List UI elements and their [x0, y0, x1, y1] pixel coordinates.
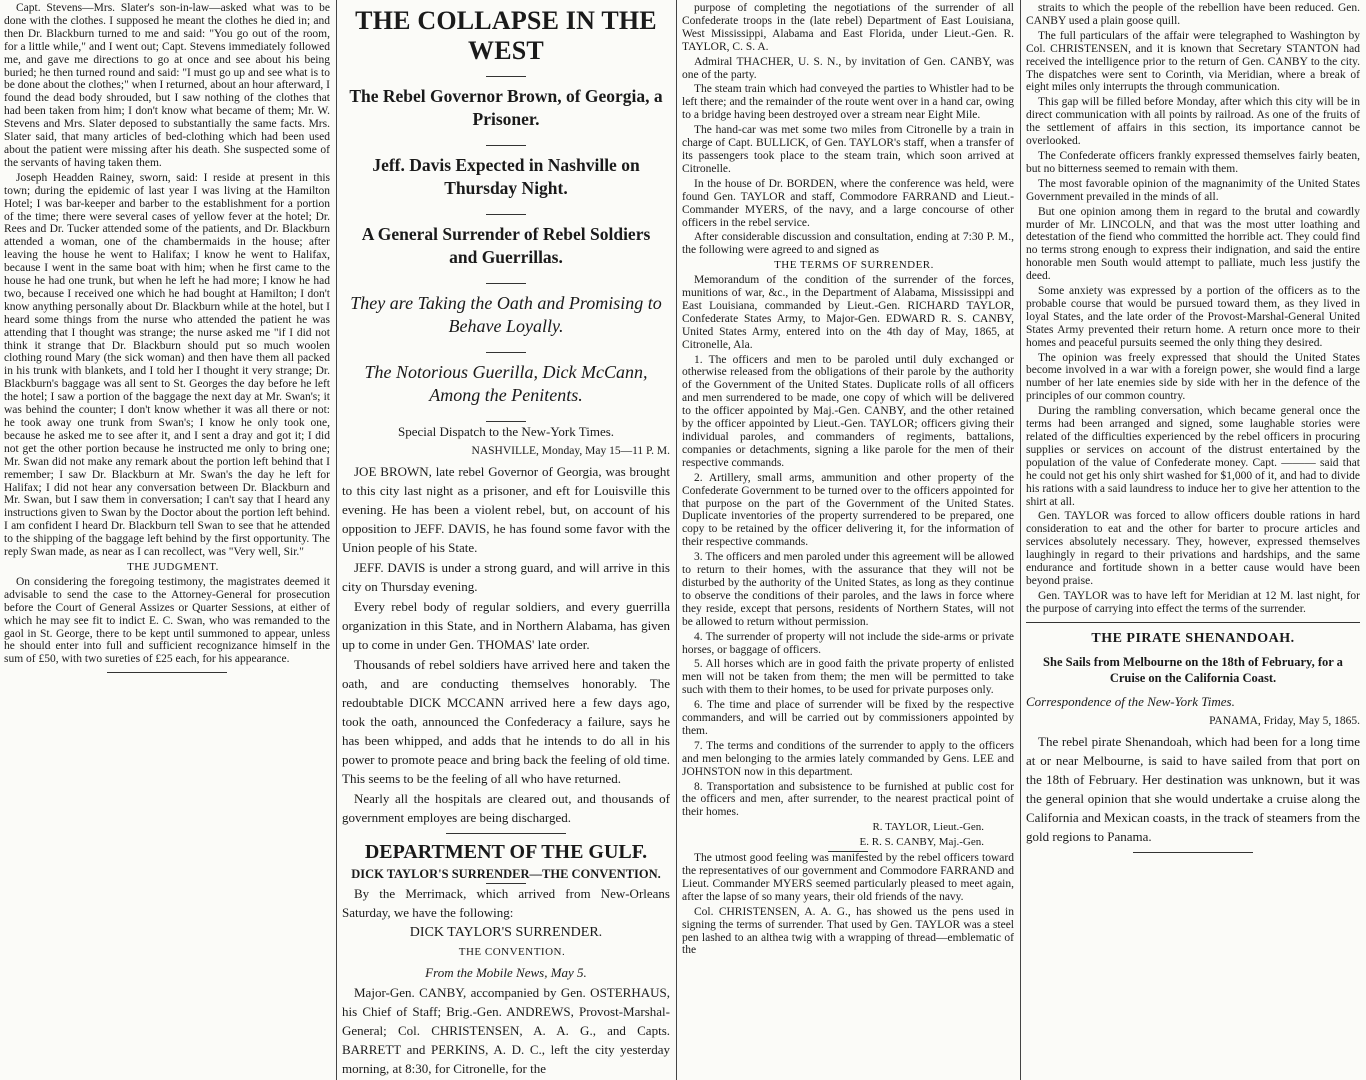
paragraph: Gen. TAYLOR was forced to allow officers double rations in hard consideration to eat and the other for barter to procure articles and services absolutely necessary. They, however, expressed themselves laughingly in regard to their privations and hardships, and the same endurance and fortitude shown in a better cause would have been beyond praise. [1026, 510, 1360, 587]
paragraph: JOE BROWN, late rebel Governor of Georgia, was brought to this city last night as a prisoner, and eft for Louisville this evening. He has been a violent rebel, but, on account of his opposition to JEFF. DAVIS, he has found some favor with the Union people of his State. [342, 464, 670, 555]
paragraph: The utmost good feeling was manifested by the rebel officers toward the representatives of our government and Commodore FARRAND and Lieut. Commander MYERS seemed particularly pleased to meet again, after the lapse of so many years, their old friends of the navy. [682, 852, 1014, 903]
paragraph: 3. The officers and men paroled under this agreement will be allowed to return to their homes, with the assurance that they will not be disturbed by the authority of the United States, as long as they continue to observe the conditions of their paroles, and the laws in force where they reside, except that persons, residents of Northern States, will not be allowed to return without permission. [682, 551, 1014, 628]
column-rule [336, 0, 337, 1080]
paragraph: Capt. Stevens—Mrs. Slater's son-in-law—asked what was to be done with the clothes. I supposed he meant the clothes he died in; and then Dr. Blackburn turned to me and said: "You go out of the room, for a little while," and I went out; Capt. Stevens immediately followed me, and gave me directions to go at once and see about his being buried; he then turned round and said: "I must go up and see what is to be done about the clothes;" when I returned, about an hour afterward, I found the dead body shrouded, but I saw nothing of the clothes that had been taken from him; I don't know what became of them; Mr. W. Stevens and Mrs. Slater deposed to substantially the same facts. Mrs. Slater said, that many articles of bed-clothing which had been used about the patient were missing after his death. She suspected some of the servants of having taken them. [4, 2, 330, 169]
source-line: From the Mobile News, May 5. [425, 964, 587, 980]
dateline: NASHVILLE, Monday, May 15—11 P. M. [471, 445, 670, 457]
paragraph: Every rebel body of regular soldiers, and every guerrilla organization in this State, and in Northern Alabama, has given up to come in under Gen. THOMAS' late order. [342, 599, 670, 652]
pirate-headline: THE PIRATE SHENANDOAH. [1091, 630, 1295, 646]
sub-headline: Jeff. Davis Expected in Nashville on Thursday Night. [372, 155, 640, 198]
paragraph: 1. The officers and men to be paroled until duly exchanged or otherwise released from the obligations of their parole by the authority of the Government of the United States. Duplicate rolls of all officers and men surrendered to be made, one copy of which will be delivered to the officer appointed by Maj.-Gen. CANBY, and the other retained by the officer appointed by Lieut.-Gen. TAYLOR; officers giving their individual paroles, and commanders of regiments, battalions, companies or detachments, signing a like parole for the men of their respective commands. [682, 353, 1014, 469]
column-rule [676, 0, 677, 1080]
paragraph: Admiral THACHER, U. S. N., by invitation of Gen. CANBY, was one of the party. [682, 55, 1014, 81]
signature: R. TAYLOR, Lieut.-Gen. [872, 821, 984, 834]
column-3 [682, 2, 1014, 1078]
signature: E. R. S. CANBY, Maj.-Gen. [859, 836, 984, 849]
paragraph: purpose of completing the negotiations of the surrender of all Confederate troops in the (late rebel) Department of East Louisiana, West Mississippi, Alabama and East Florida, under Lieut.-Gen. R. TAYLOR, C. S. A. [682, 2, 1014, 53]
sub-headline: The Notorious Guerilla, Dick McCann, Among the Penitents. [364, 362, 648, 405]
divider [486, 352, 526, 353]
divider [486, 214, 526, 215]
paragraph: 8. Transportation and subsistence to be furnished at public cost for the officers and men, after surrender, to the nearest practical point of their homes. [682, 780, 1014, 819]
column-4 [1026, 2, 1360, 1078]
paragraph: JEFF. DAVIS is under a strong guard, and will arrive in this city on Thursday evening. [342, 560, 670, 594]
paragraph: 7. The terms and conditions of the surrender to apply to the officers and men belonging to the armies lately commanded by Gens. LEE and JOHNSTON now in this department. [682, 739, 1014, 778]
column-rule [1020, 0, 1021, 1080]
section-heading: THE CONVENTION. [458, 945, 566, 958]
divider [486, 145, 526, 146]
main-headline: THE COLLAPSE IN THE WEST [355, 6, 657, 65]
divider [486, 283, 526, 284]
paragraph: Some anxiety was expressed by a portion of the officers as to the probable course that would be pursued toward them, as they lived in loyal States, and the late order of the Provost-Marshal-General United States Army prevented their return home. A return once more to their homes and peaceful pursuits seemed the only thing they desired. [1026, 285, 1360, 349]
paragraph: During the rambling conversation, which became general once the terms had been arranged and signed, some laughable stories were related of the difficulties experienced by the rebel officers in procuring supplies or services on account of the distrust entertained by the population of the value of Confederate money. Capt. ——— said that he could not get his only shirt washed for $1,000 of it, and had to divide his rations with a said laundress to induce her to give her attention to the shirt at all. [1026, 405, 1360, 508]
paragraph: In the house of Dr. BORDEN, where the conference was held, were found Gen. TAYLOR and staff, Commodore FARRAND and Lieut.-Commander MYERS, of the navy, and a large concourse of other officers in the rebel service. [682, 177, 1014, 229]
paragraph: Thousands of rebel soldiers have arrived here and taken the oath, and are conducting themselves honorably. The redoubtable DICK MCCANN arrived here a few days ago, took the oath, announced the Confederacy a failure, says he has been whipped, and adds that he intends to do all in his power to promote peace and bring back the feeling of old time. This seems to be the feeling of all who have returned. [342, 657, 670, 786]
divider [446, 833, 566, 834]
paragraph: 5. All horses which are in good faith the private property of enlisted men will not be taken from them; the men will be permitted to take such with them to their homes, to be used for private purposes only. [682, 658, 1014, 697]
special-dispatch: Special Dispatch to the New-York Times. [397, 424, 615, 439]
section-heading: THE TERMS OF SURRENDER. [774, 259, 934, 272]
pirate-subhead: She Sails from Melbourne on the 18th of February, for a Cruise on the California Coast. [1043, 654, 1343, 685]
divider [486, 76, 526, 77]
paragraph: Joseph Headden Rainey, sworn, said: I reside at present in this town; during the epidemic of last year I was living at the Hamilton Hotel; I was bar-keeper and barber to the establishment for a portion of the time; there were several cases of yellow fever at the hotel; Dr. Rees and Dr. Tucker attended some of the patients, and Dr. Blackburn attended a woman, one of the chambermaids in the house; after leaving the house he went to Halifax; I know he went to Halifax, because I went in the same boat with him; when he first came to the house he had one trunk, but when he left he had more; I know he had two, because I received one which he had bought at Hamilton; I don't know anything personally about Dr. Blackburn while at the hotel, but I heard some things from the nurse who attended the patient he was attending that I thought was strange; the nurse asked me "if I did not think it strange that Dr. Blackburn should put so much woolen clothing round Mary (the sick woman) and then have them all packed in his trunk with blankets, and I told her I thought it very strange; Dr. Blackburn's baggage was all sent to St. Georges the day before he left the hotel; I saw a portion of the baggage the next day at Mr. Swan's; it was behind the counter; I don't know whether it was all there or not: he took away one trunk from Swan's; I know he only took one, because he asked me to see after it, and I sent a dray and got it; I did not get the other portion because he instructed me only to bring one; Mr. Swan did not make any remark about the portion left behind that I remember; I saw Dr. Blackburn at Mr. Swan's the day he left for Halifax; I did not hear any conversation between Dr. Blackburn and Mr. Swan, but I saw them in conversation; I can't say that I heard any instructions given to Swan by the Doctor about the portion left behind. I am confident I heard Dr. Blackburn tell Swan to see that he attended to the shipping of the baggage left behind by the first opportunity. The reply Swan made, as near as I can recollect, was "Very well, Sir." [4, 171, 330, 559]
paragraph: The rebel pirate Shenandoah, which had been for a long time at or near Melbourne, is said to have sailed from that port on the 18th of February. Her destination was unknown, but it was the general opinion that she would undertake a cruise along the California and Mexican coasts, in the track of steamers from the gold regions to Panama. [1026, 733, 1360, 844]
section-heading: DICK TAYLOR'S SURRENDER. [409, 924, 603, 940]
paragraph: Major-Gen. CANBY, accompanied by Gen. OSTERHAUS, his Chief of Staff; Brig.-Gen. ANDREWS, Provost-Marshal-General; Col. CHRISTENSEN, A. A. G., and Capts. BARRETT and PERKINS, A. D. C., left the city yesterday morning, at 8:30, for Citronelle, for the [342, 984, 670, 1076]
correspondence-line: Correspondence of the New-York Times. [1026, 693, 1235, 709]
paragraph: By the Merrimack, which arrived from New-Orleans Saturday, we have the following: [342, 885, 670, 920]
section-heading: THE JUDGMENT. [127, 560, 219, 573]
paragraph: 6. The time and place of surrender will be fixed by the respective commanders, and will be carried out by commissioners appointed by them. [682, 699, 1014, 737]
sub-headline: The Rebel Governor Brown, of Georgia, a Prisoner. [349, 86, 663, 129]
paragraph: straits to which the people of the rebellion have been reduced. Gen. CANBY used a plain goose quill. [1026, 2, 1360, 27]
paragraph: The hand-car was met some two miles from Citronelle by a train in charge of Capt. BULLICK, of Gen. TAYLOR's staff, when a transfer of its passengers took place to the steam train, which soon arrived at Citronelle. [682, 124, 1014, 175]
divider [1133, 852, 1253, 853]
paragraph: This gap will be filled before Monday, after which this city will be in direct communication with all points by railroad. As one of the fruits of the settlement of affairs in this section, its importance cannot be overlooked. [1026, 96, 1360, 148]
divider [107, 672, 227, 673]
paragraph: Col. CHRISTENSEN, A. A. G., has showed us the pens used in signing the terms of surrender. That used by Gen. TAYLOR was a steel pen lashed to an althea twig with a wrapping of thread—emblematic of the [682, 905, 1014, 957]
paragraph: 4. The surrender of property will not include the side-arms or private horses, or baggage of officers. [682, 630, 1014, 656]
paragraph: But one opinion among them in regard to the brutal and cowardly murder of Mr. LINCOLN, and that was the most utter loathing and detestation of the fiend who committed the horrible act. They could find no terms strong enough to express their indignation, and said the entire honorable men South would attempt to palliate, much less justify the deed. [1026, 205, 1360, 283]
paragraph: After considerable discussion and consultation, ending at 7:30 P. M., the following were agreed to and signed as [682, 231, 1014, 257]
column-2 [342, 2, 670, 1078]
sub-headline: They are Taking the Oath and Promising to Behave Loyally. [350, 293, 662, 336]
paragraph: The steam train which had conveyed the parties to Whistler had to be left there; and the remainder of the route went over in a hand car, owing to a bridge having been destroyed over a stream near Eight Mile. [682, 83, 1014, 122]
paragraph: Gen. TAYLOR was to have left for Meridian at 12 M. last night, for the purpose of carrying into effect the terms of the surrender. [1026, 589, 1360, 615]
divider [1026, 622, 1360, 623]
paragraph: The full particulars of the affair were telegraphed to Washington by Col. CHRISTENSEN, and it is known that Secretary STANTON had received the intelligence prior to the return of Gen. CANBY to the city. The dispatches were sent to Corinth, via Meridian, where a break of eight miles only interrupts the through communication. [1026, 29, 1360, 94]
paragraph: The most favorable opinion of the magnanimity of the United States Government prevailed in the minds of all. [1026, 177, 1360, 203]
dateline: PANAMA, Friday, May 5, 1865. [1209, 714, 1360, 727]
paragraph: 2. Artillery, small arms, ammunition and other property of the Confederate Government to be turned over to the officers appointed for that purpose on the part of the Government of the United States. Duplicate inventories of the property surrendered to be prepared, one copy to be retained by the officer delivering it, for the information of their respective commands. [682, 471, 1014, 549]
paragraph: Memorandum of the condition of the surrender of the forces, munitions of war, &c., in the Department of Alabama, Mississippi and East Louisiana, commanded by Lieut.-Gen. RICHARD TAYLOR, Confederate States Army, to Major-Gen. EDWARD R. S. CANBY, United States Army, entered into on the 4th day of May, 1865, at Citronelle, Ala. [682, 274, 1014, 351]
column-1 [4, 2, 330, 1078]
paragraph: The Confederate officers frankly expressed themselves fairly beaten, but no bitterness seemed to remain with them. [1026, 149, 1360, 175]
paragraph: Nearly all the hospitals are cleared out, and thousands of government employes are being discharged. [342, 791, 670, 825]
department-subhead: DICK TAYLOR'S SURRENDER—THE CONVENTION. [351, 867, 661, 881]
paragraph: The opinion was freely expressed that should the United States become involved in a war with a foreign power, she would find a large number of her late enemies side by side with her in the defence of the principles of our common country. [1026, 351, 1360, 403]
paragraph: On considering the foregoing testimony, the magistrates deemed it advisable to send the case to the Attorney-General for prosecution before the Court of General Assizes or Quarter Sessions, at either of which he may see fit to indict E. C. Swan, who was remanded to the gaol in St. George, there to be kept until summoned to appear, unless he should enter into full and sufficient recognizance himself in the sum of £50, with two sureties of £25 each, for his appearance. [4, 575, 330, 666]
department-headline: DEPARTMENT OF THE GULF. [364, 841, 648, 863]
sub-headline: A General Surrender of Rebel Soldiers and Guerrillas. [361, 224, 651, 267]
